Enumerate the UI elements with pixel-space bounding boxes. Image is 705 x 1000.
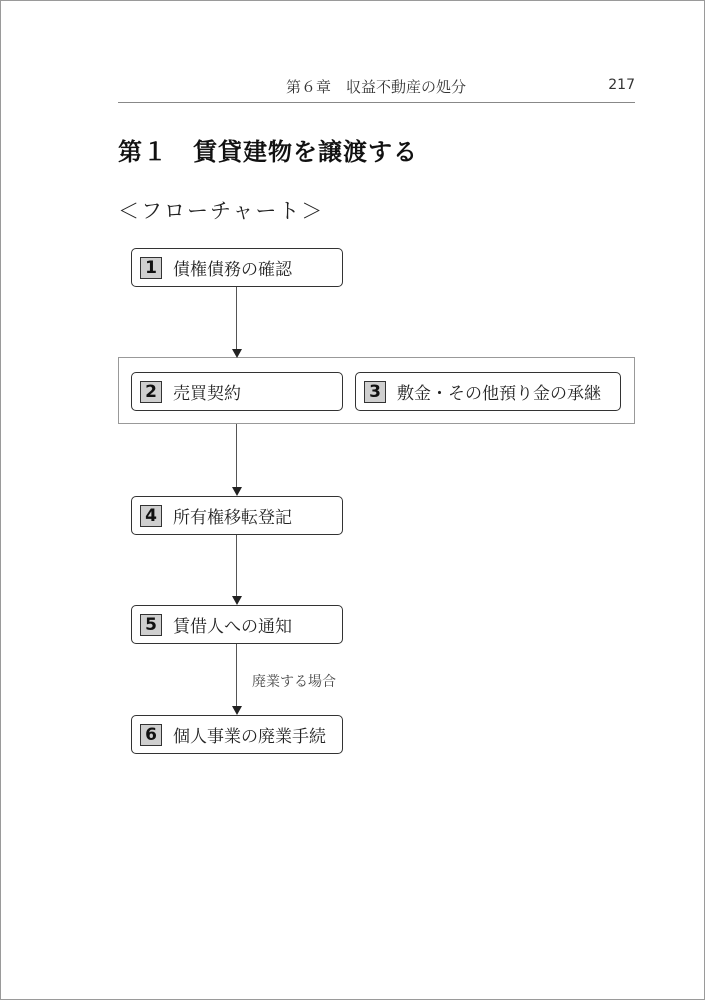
step-number-badge: 4 (140, 505, 162, 527)
step-label: 個人事業の廃業手続 (173, 727, 326, 747)
chapter-title: 第６章 収益不動産の処分 (286, 78, 467, 96)
step-number-badge: 2 (140, 381, 162, 403)
flowchart-subtitle: ＜フローチャート＞ (118, 199, 325, 223)
flow-step-6 (131, 715, 343, 754)
step-label: 売買契約 (173, 384, 241, 404)
step-label: 所有権移転登記 (173, 508, 292, 528)
connector-line (236, 535, 237, 596)
branch-condition-note: 廃業する場合 (252, 674, 336, 690)
arrow-down-icon (232, 349, 242, 358)
section-title: 第１ 賃貸建物を譲渡する (118, 138, 418, 166)
flow-step-4 (131, 496, 343, 535)
step-label: 賃借人への通知 (173, 617, 292, 637)
flow-step-3 (355, 372, 621, 411)
step-label: 敷金・その他預り金の承継 (397, 384, 601, 404)
arrow-down-icon (232, 596, 242, 605)
page-number: 217 (608, 77, 635, 93)
step-label: 債権債務の確認 (173, 260, 292, 280)
flow-step-2 (131, 372, 343, 411)
connector-line (236, 644, 237, 706)
connector-line (236, 424, 237, 487)
step-number-badge: 6 (140, 724, 162, 746)
connector-line (236, 287, 237, 349)
step-number-badge: 3 (364, 381, 386, 403)
flow-step-5 (131, 605, 343, 644)
step-number-badge: 5 (140, 614, 162, 636)
running-header (118, 74, 635, 103)
step-number-badge: 1 (140, 257, 162, 279)
arrow-down-icon (232, 706, 242, 715)
flow-step-1 (131, 248, 343, 287)
arrow-down-icon (232, 487, 242, 496)
